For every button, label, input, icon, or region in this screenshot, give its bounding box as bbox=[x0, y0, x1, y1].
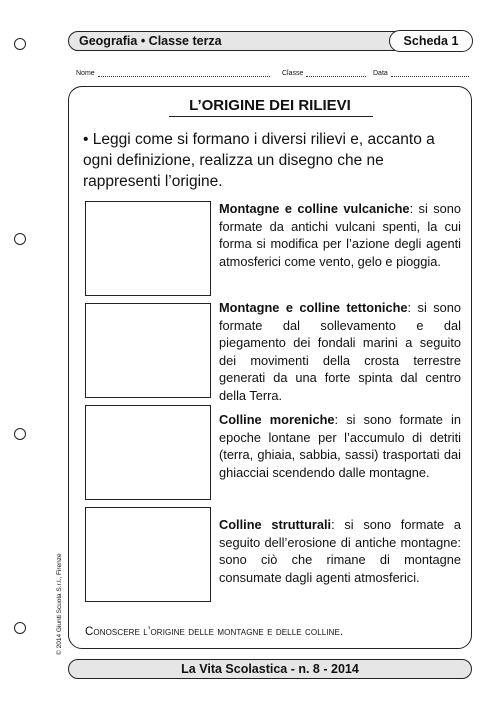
definition-volcanic bbox=[219, 200, 461, 270]
date-label: Data bbox=[373, 70, 388, 77]
header-bar bbox=[68, 31, 472, 51]
binder-hole bbox=[14, 428, 26, 440]
definition-tectonic bbox=[219, 299, 461, 404]
learning-goal: Conoscere l’origine delle montagne e delle colline. bbox=[85, 626, 344, 638]
definition-structural bbox=[219, 516, 461, 586]
worksheet-title: L’ORIGINE DEI RILIEVI bbox=[189, 97, 351, 114]
drawing-box-moraine[interactable] bbox=[85, 405, 211, 500]
term-label: Montagne e colline tettoniche bbox=[219, 300, 408, 315]
name-field bbox=[76, 70, 270, 77]
term-label: Montagne e colline vulcaniche bbox=[219, 201, 410, 216]
binder-hole bbox=[14, 38, 26, 50]
footer-bar bbox=[68, 659, 472, 679]
term-label: Colline moreniche bbox=[219, 412, 335, 427]
class-field bbox=[282, 70, 366, 77]
drawing-box-volcanic[interactable] bbox=[85, 201, 211, 296]
definition-text: : si sono formate a seguito dell’erosione di antiche montagne: sono ciò che rimane di montagne consumate dagli agenti atmosferici. bbox=[219, 517, 461, 585]
name-line bbox=[98, 70, 270, 77]
worksheet-frame bbox=[68, 86, 472, 649]
term-label: Colline strutturali bbox=[219, 517, 332, 532]
drawing-box-tectonic[interactable] bbox=[85, 303, 211, 398]
date-line bbox=[391, 70, 469, 77]
date-field bbox=[373, 70, 469, 77]
card-label: Scheda 1 bbox=[389, 30, 473, 52]
class-line bbox=[306, 70, 366, 77]
drawing-box-structural[interactable] bbox=[85, 507, 211, 602]
definition-text: : si sono formate dal sollevamento e dal piegamento dei fondali marini a seguito dei movimenti della crosta terrestre generati da una forte spinta dal centro della Terra. bbox=[219, 300, 461, 403]
class-label: Classe bbox=[282, 70, 304, 77]
binder-hole bbox=[14, 622, 26, 634]
copyright-notice: © 2014 Giunti Scuola S.r.l., Firenze bbox=[56, 553, 63, 655]
binder-hole bbox=[14, 233, 26, 245]
footer-text: La Vita Scolastica - n. 8 - 2014 bbox=[181, 662, 359, 676]
instruction-text: • Leggi come si formano i diversi rilievi e, accanto a ogni definizione, realizza un disegno che ne rappresenti l’origine. bbox=[83, 131, 435, 190]
title-underline bbox=[169, 116, 373, 117]
name-label: Nome bbox=[76, 70, 95, 77]
subject-label: Geografia • Classe terza bbox=[79, 34, 222, 48]
definition-moraine bbox=[219, 411, 461, 481]
definition-text: : si sono formate da antichi vulcani spenti, la cui forma si modifica per l’azione degli agenti atmosferici come vento, gelo e pioggia. bbox=[219, 201, 461, 269]
definition-text: : si sono formate in epoche lontane per l’accumulo di detriti (terra, ghiaia, sabbia, sassi) trasportati dai ghiacciai scendendo dalle montagne. bbox=[219, 412, 461, 480]
